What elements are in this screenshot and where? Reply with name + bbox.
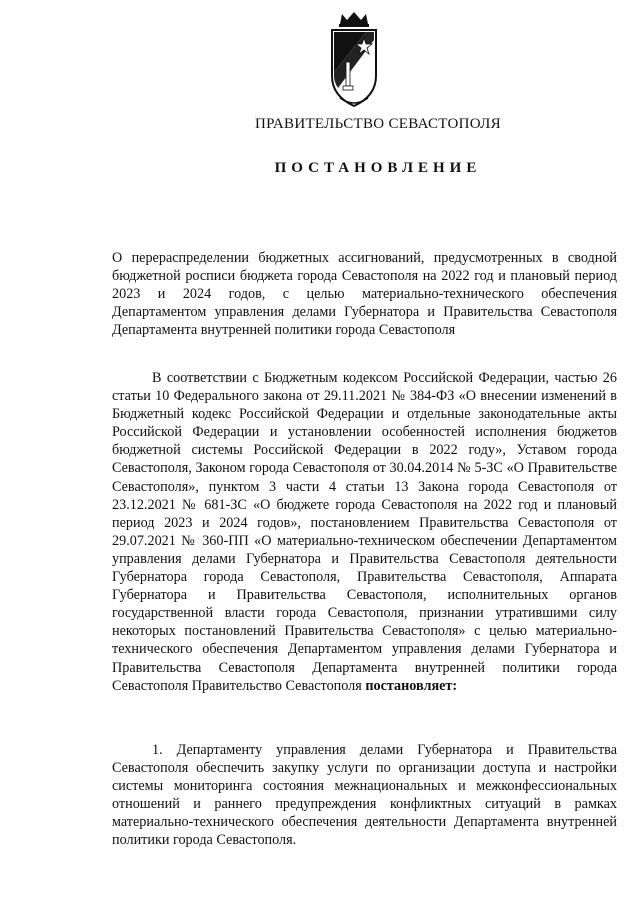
preamble-paragraph	[112, 369, 617, 695]
coat-of-arms-icon	[326, 10, 382, 110]
organization-name: ПРАВИТЕЛЬСТВО СЕВАСТОПОЛЯ	[255, 116, 501, 132]
document-subject: О перераспределении бюджетных ассигнований, предусмотренных в сводной бюджетной росписи бюджета города Севастополя на 2022 год и плановый период 2023 и 2024 годов, с целью материально-технического обеспечения Департаментом управления делами Губернатора и Правительства Севастополя Департамента внутренней политики города Севастополя	[112, 250, 617, 339]
document-type-title: ПОСТАНОВЛЕНИЕ	[274, 160, 482, 176]
preamble-text: В соответствии с Бюджетным кодексом Российской Федерации, частью 26 статьи 10 Федерального закона от 29.11.2021 № 384-ФЗ «О внесении изменений в Бюджетный кодекс Российской Федерации и отдельные законодательные акты Российской Федерации и установлении особенностей исполнения бюджетов бюджетной системы Российской Федерации в 2022 году», Уставом города Севастополя, Законом города Севастополя от 30.04.2014 № 5-ЗС «О Правительстве Севастополя», пунктом 3 части 4 статьи 13 Закона города Севастополя от 23.12.2021 № 681-ЗС «О бюджете города Севастополя на 2022 год и плановый период 2023 и 2024 годов», постановлением Правительства Севастополя от 29.07.2021 № 360-ПП «О материально-техническом обеспечении Департаментом управления делами Губернатора и Правительства Севастополя деятельности Губернатора города Севастополя, Правительства Севастополя, Аппарата Губернатора и Правительства Севастополя, исполнительных органов государственной власти города Севастополя, признании утратившими силу некоторых постановлений Правительства Севастополя» с целью материально-технического обеспечения Департаментом управления делами Губернатора и Правительства Севастополя Департамента внутренней политики города Севастополя Правительство Севастополя	[112, 370, 617, 694]
clause-1-paragraph: 1. Департаменту управления делами Губернатора и Правительства Севастополя обеспечить закупку услуги по организации доступа и настройки системы мониторинга состояния межнациональных и межконфессиональных отношений и раннего предупреждения конфликтных ситуаций в рамках материально-технического обеспечения деятельности Департамента внутренней политики города Севастополя.	[112, 742, 617, 849]
decree-word: постановляет:	[365, 677, 458, 694]
